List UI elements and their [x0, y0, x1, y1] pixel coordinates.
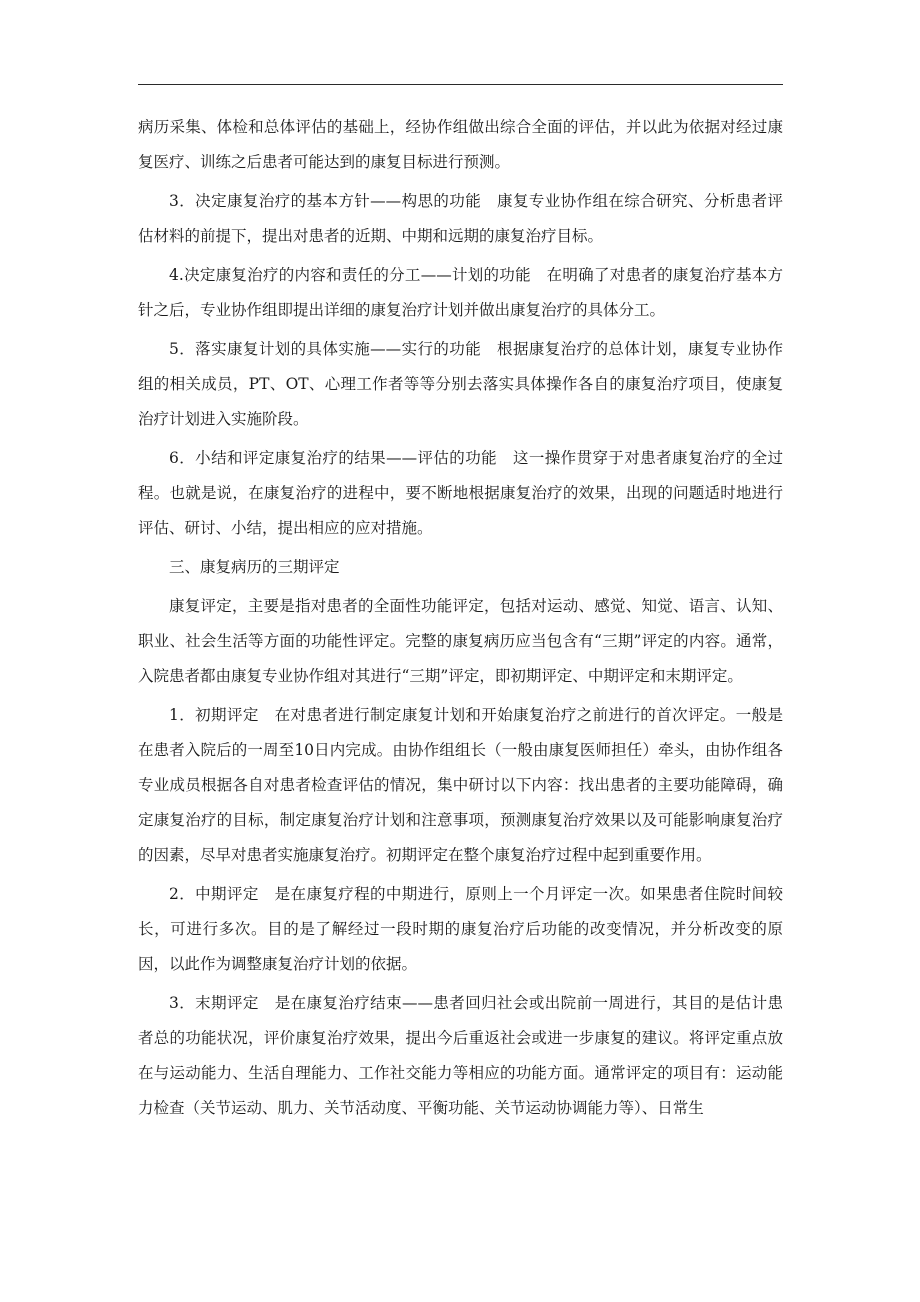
paragraph-intro: 康复评定，主要是指对患者的全面性功能评定，包括对运动、感觉、知觉、语言、认知、职业、社会生活等方面的功能性评定。完整的康复病历应当包含有“三期”评定的内容。通常，入院患者都由康复专业协作组对其进行“三期”评定，即初期评定、中期评定和末期评定。	[138, 597, 783, 685]
paragraph-mid-assessment: 2．中期评定 是在康复疗程的中期进行，原则上一个月评定一次。如果患者住院时间较长，可进行多次。目的是了解经过一段时期的康复治疗后功能的改变情况，并分析改变的原因，以此作为调整康复治疗计划的依据。	[138, 885, 783, 973]
header-rule	[138, 84, 783, 85]
paragraph-final-assessment: 3．末期评定 是在康复治疗结束——患者回归社会或出院前一周进行，其目的是估计患者总的功能状况，评价康复治疗效果，提出今后重返社会或进一步康复的建议。将评定重点放在与运动能力、生活自理能力、工作社交能力等相应的功能方面。通常评定的项目有：运动能力检查（关节运动、肌力、关节活动度、平衡功能、关节运动协调能力等）、日常生	[138, 994, 783, 1117]
paragraph-continuation: 病历采集、体检和总体评估的基础上，经协作组做出综合全面的评估，并以此为依据对经过康复医疗、训练之后患者可能达到的康复目标进行预测。	[138, 118, 783, 171]
paragraph-initial-assessment: 1．初期评定 在对患者进行制定康复计划和开始康复治疗之前进行的首次评定。一般是在患者入院后的一周至10日内完成。由协作组组长（一般由康复医师担任）牵头，由协作组各专业成员根据各自对患者检查评估的情况，集中研讨以下内容：找出患者的主要功能障碍，确定康复治疗的目标，制定康复治疗计划和注意事项，预测康复治疗效果以及可能影响康复治疗的因素，尽早对患者实施康复治疗。初期评定在整个康复治疗过程中起到重要作用。	[138, 706, 783, 864]
paragraph-item-6: 6．小结和评定康复治疗的结果——评估的功能 这一操作贯穿于对患者康复治疗的全过程。也就是说，在康复治疗的进程中，要不断地根据康复治疗的效果，出现的问题适时地进行评估、研讨、小结，提出相应的应对措施。	[138, 449, 783, 537]
body-text	[138, 110, 783, 1130]
paragraph-item-3: 3．决定康复治疗的基本方针——构思的功能 康复专业协作组在综合研究、分析患者评估材料的前提下，提出对患者的近期、中期和远期的康复治疗目标。	[138, 192, 783, 245]
section-heading: 三、康复病历的三期评定	[169, 558, 340, 576]
paragraph-item-5: 5．落实康复计划的具体实施——实行的功能 根据康复治疗的总体计划，康复专业协作组的相关成员，PT、OT、心理工作者等等分别去落实具体操作各自的康复治疗项目，使康复治疗计划进入实施阶段。	[138, 340, 783, 428]
paragraph-item-4: 4.决定康复治疗的内容和责任的分工——计划的功能 在明确了对患者的康复治疗基本方针之后，专业协作组即提出详细的康复治疗计划并做出康复治疗的具体分工。	[138, 266, 783, 319]
